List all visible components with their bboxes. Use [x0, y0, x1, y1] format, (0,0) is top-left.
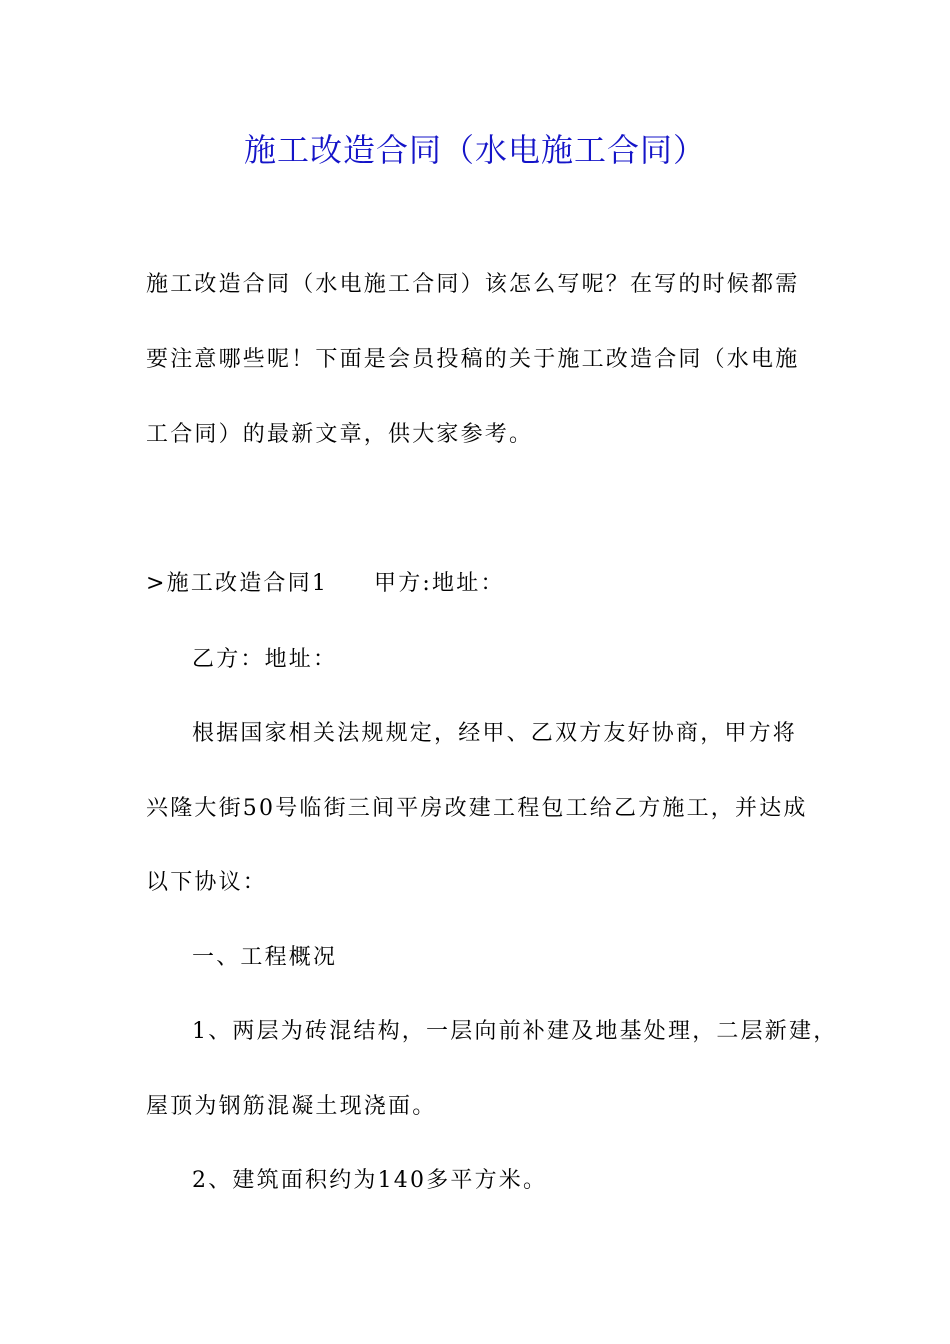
- party-b-line: 乙方：地址：: [192, 647, 338, 672]
- section-heading-row: [146, 569, 505, 599]
- paragraph-1-line-2: 兴隆大街50号临街三间平房改建工程包工给乙方施工，并达成: [146, 796, 808, 821]
- paragraph-1-line-1: 根据国家相关法规规定，经甲、乙双方友好协商，甲方将: [192, 721, 798, 746]
- party-a-line: 甲方:地址：: [374, 571, 505, 596]
- item-2-line: 2、建筑面积约为140多平方米。: [192, 1168, 548, 1193]
- intro-line-2: 要注意哪些呢！下面是会员投稿的关于施工改造合同（水电施: [146, 347, 800, 372]
- item-1-line-1: 1、两层为砖混结构，一层向前补建及地基处理，二层新建，: [192, 1019, 838, 1044]
- paragraph-1-line-3: 以下协议：: [146, 870, 268, 895]
- item-1-line-2: 屋顶为钢筋混凝土现浇面。: [146, 1094, 437, 1119]
- item-heading: 一、工程概况: [192, 945, 338, 970]
- intro-line-1: 施工改造合同（水电施工合同）该怎么写呢？在写的时候都需: [146, 272, 800, 297]
- section-heading: >施工改造合同1: [146, 571, 329, 596]
- document-title: 施工改造合同（水电施工合同）: [243, 131, 706, 169]
- intro-line-3: 工合同）的最新文章，供大家参考。: [146, 422, 534, 447]
